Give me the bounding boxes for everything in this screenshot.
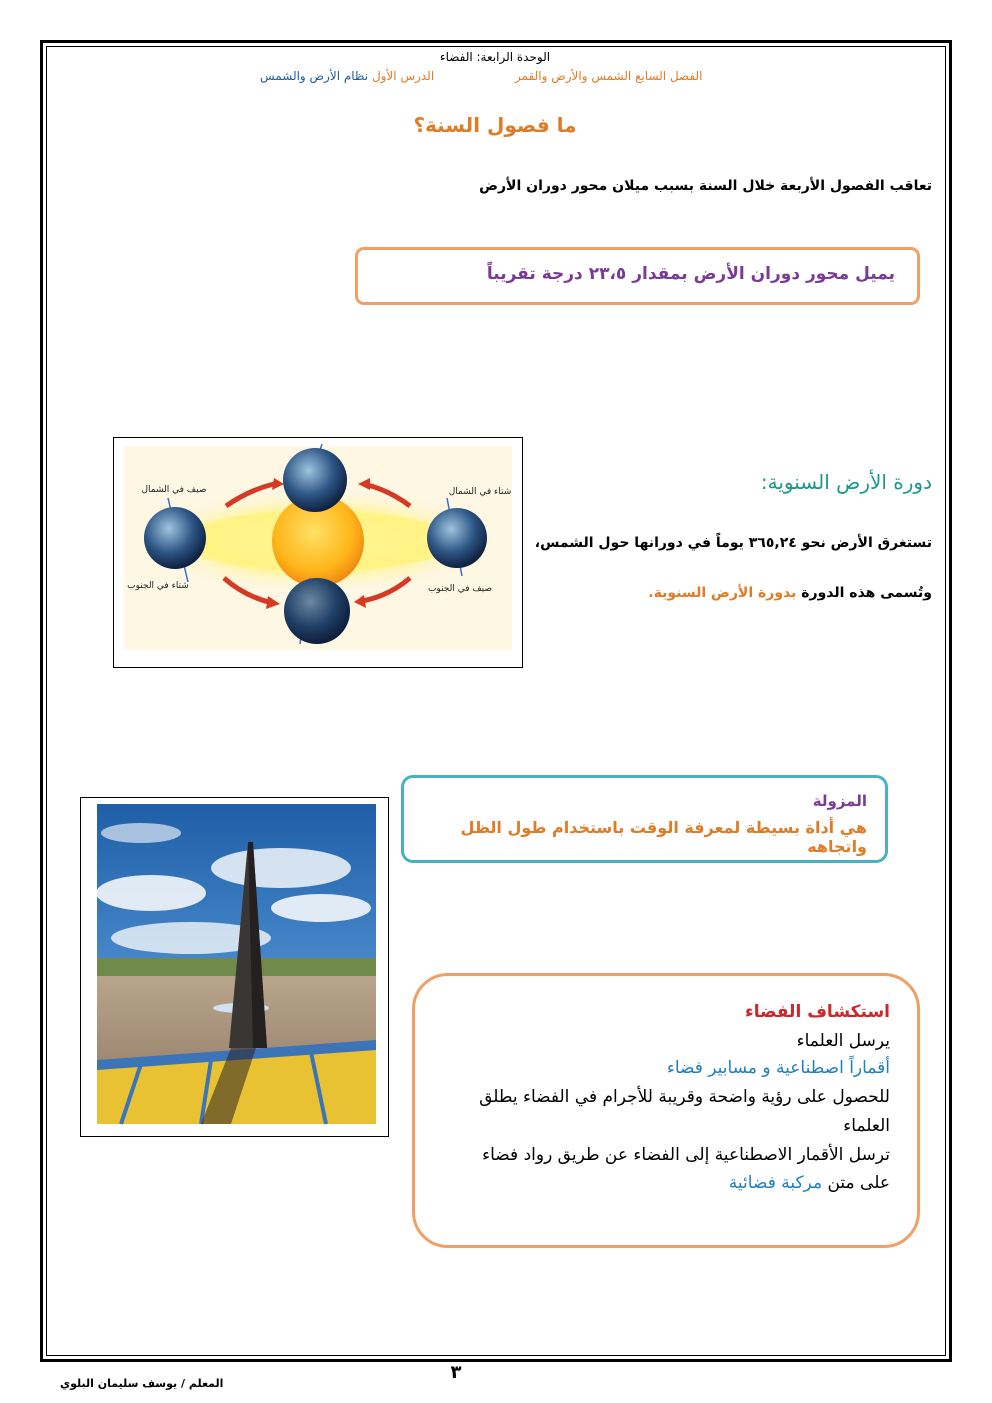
annual-cycle-paragraph: تستغرق الأرض نحو ٣٦٥,٢٤ يوماً في دورانها حول الشمس، — [534, 535, 932, 551]
label-winter-south: شتاء في الجنوب — [127, 581, 189, 591]
definition-prefix: وتُسمى هذه الدورة — [801, 585, 932, 601]
label-winter-north: شتاء في الشمال — [448, 487, 512, 497]
space-line-5 — [430, 1169, 890, 1198]
seasons-diagram — [114, 438, 522, 667]
sundial-photo-frame — [80, 797, 389, 1137]
space-exploration-box — [412, 973, 920, 1248]
space-line-4: ترسل الأقمار الاصطناعية إلى الفضاء عن طريق رواد فضاء — [482, 1145, 890, 1165]
earth-bottom-shade — [284, 578, 350, 644]
space-line-5-highlight: مركبة فضائية — [728, 1173, 823, 1193]
space-line-1: يرسل العلماء — [796, 1031, 890, 1051]
tilt-callout-text: يميل محور دوران الأرض بمقدار ٢٣،٥ درجة تقريباً — [486, 264, 895, 284]
lesson-label: الدرس الأول — [371, 69, 435, 83]
space-line-3: للحصول على رؤية واضحة وقريبة للأجرام في الفضاء يطلق العلماء — [479, 1087, 890, 1136]
lesson-title: نظام الأرض والشمس — [260, 69, 369, 83]
tilt-callout-box — [355, 247, 920, 305]
space-exploration-title: استكشاف الفضاء — [745, 1002, 890, 1022]
definition-highlight: بدورة الأرض السنوية. — [648, 585, 797, 601]
label-summer-north: صيف في الشمال — [141, 485, 207, 495]
sundial-title: المزولة — [812, 792, 867, 810]
cloud — [211, 848, 351, 888]
annual-cycle-definition — [512, 585, 932, 601]
cloud — [101, 823, 181, 843]
chapter-heading: الفصل السابع الشمس والأرض والقمر — [515, 69, 703, 83]
seasons-diagram-frame — [113, 437, 523, 668]
label-summer-south: صيف في الجنوب — [427, 584, 493, 594]
cloud — [96, 875, 206, 911]
cloud — [271, 894, 371, 922]
page-number: ٣ — [450, 1362, 462, 1383]
unit-heading: الوحدة الرابعة: الفضاء — [439, 50, 551, 64]
earth-left — [144, 507, 206, 569]
space-line-5-prefix: على متن — [827, 1173, 890, 1193]
space-line-2: أقماراً اصطناعية و مسابير فضاء — [666, 1058, 890, 1078]
teacher-name: المعلم / يوسف سليمان البلوي — [60, 1377, 224, 1390]
sundial-definition: هي أداة بسيطة لمعرفة الوقت باستخدام طول الظل واتجاهه — [460, 818, 867, 856]
earth-right — [427, 508, 487, 568]
sundial-callout-box — [401, 775, 888, 863]
annual-cycle-title: دورة الأرض السنوية: — [760, 470, 932, 494]
lesson-heading — [260, 69, 434, 83]
sundial-photo — [81, 798, 388, 1136]
earth-top — [283, 448, 347, 512]
page-title: ما فصول السنة؟ — [413, 113, 577, 137]
intro-text: تعاقب الفصول الأربعة خلال السنة بسبب ميلان محور دوران الأرض — [479, 178, 932, 194]
